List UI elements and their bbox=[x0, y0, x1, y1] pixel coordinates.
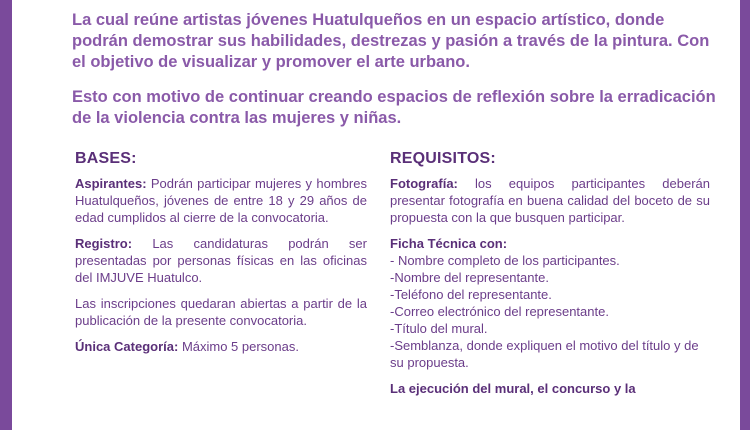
left-frame-bar bbox=[0, 0, 12, 430]
inscripciones-paragraph: Las inscripciones quedaran abiertas a partir de la publicación de la presente convocatoria. bbox=[75, 296, 367, 328]
aspirantes-text: Podrán participar mujeres y hombres Huatulqueños, jóvenes de entre 18 y 29 años de edad cumplidos al cierre de la convocatoria. bbox=[75, 176, 367, 225]
ejecucion-paragraph: La ejecución del mural, el concurso y la bbox=[390, 381, 636, 396]
categoria-paragraph bbox=[75, 338, 367, 355]
fotografia-paragraph bbox=[390, 175, 710, 226]
right-frame-bar bbox=[740, 0, 750, 430]
aspirantes-label: Aspirantes: bbox=[75, 176, 147, 191]
fotografia-text: los equipos participantes deberán presentar fotografía en buena calidad del boceto de su propuesta con la que busquen participar. bbox=[390, 176, 710, 225]
requisitos-heading: REQUISITOS: bbox=[390, 150, 496, 167]
aspirantes-paragraph bbox=[75, 175, 367, 226]
intro-paragraph-2: Esto con motivo de continuar creando espacios de reflexión sobre la erradicación de la violencia contra las mujeres y niñas. bbox=[72, 88, 716, 127]
list-item: -Correo electrónico del representante. bbox=[390, 304, 609, 319]
intro-paragraph-1: La cual reúne artistas jóvenes Huatulqueños en un espacio artístico, donde podrán demostrar sus habilidades, destrezas y pasión a través de la pintura. Con el objetivo de visualizar y promover el arte urbano. bbox=[72, 11, 710, 71]
registro-paragraph bbox=[75, 235, 367, 286]
bases-heading: BASES: bbox=[75, 150, 137, 167]
list-item: -Título del mural. bbox=[390, 321, 488, 336]
requisitos-column bbox=[390, 150, 710, 406]
list-item: - Nombre completo de los participantes. bbox=[390, 253, 620, 268]
registro-label: Registro: bbox=[75, 236, 133, 251]
ficha-tecnica-list bbox=[390, 252, 710, 371]
registro-text: Las candidaturas podrán ser presentadas por personas físicas en las oficinas del IMJUVE Huatulco. bbox=[75, 236, 367, 285]
list-item: -Semblanza, donde expliquen el motivo del título y de su propuesta. bbox=[390, 338, 699, 370]
ficha-tecnica-label: Ficha Técnica con: bbox=[390, 236, 508, 251]
fotografia-label: Fotografía: bbox=[390, 176, 458, 191]
intro-section bbox=[72, 10, 722, 143]
bases-column bbox=[75, 150, 367, 364]
categoria-text: Máximo 5 personas. bbox=[181, 339, 299, 354]
list-item: -Nombre del representante. bbox=[390, 270, 549, 285]
list-item: -Teléfono del representante. bbox=[390, 287, 552, 302]
categoria-label: Única Categoría: bbox=[75, 339, 179, 354]
